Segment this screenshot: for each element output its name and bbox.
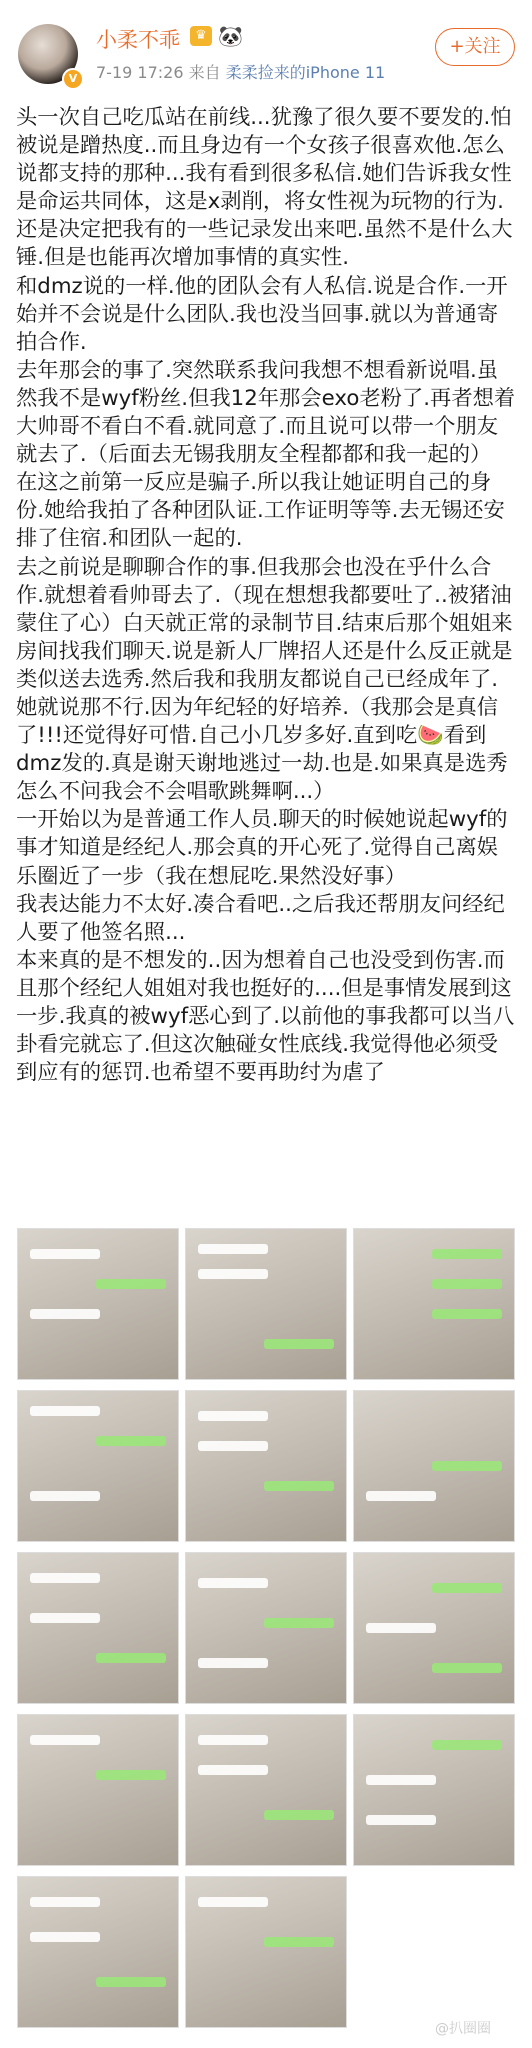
watermark: @扒圈圈 xyxy=(435,2021,491,2037)
post-paragraph: 和dmz说的一样.他的团队会有人私信.说是合作.一开始并不会说是什么团队.我也没当回事.就以为普通寄拍合作. xyxy=(16,273,508,355)
source-prefix: 来自 xyxy=(188,63,221,82)
post-paragraph: 头一次自己吃瓜站在前线...犹豫了很久要不要发的.怕被说是蹭热度..而且身边有一个女孩子很喜欢他.怎么说都支持的那种...我有看到很多私信.她们告诉我女性是命运共同体，这是x剥削，将女性视为玩物的行为. xyxy=(16,105,512,215)
username[interactable]: 小柔不乖 xyxy=(96,28,180,52)
chat-screenshot[interactable] xyxy=(353,1714,515,1866)
chat-screenshot[interactable] xyxy=(17,1228,179,1380)
crown-icon: ♛ xyxy=(190,26,212,46)
chat-screenshot[interactable] xyxy=(185,1714,347,1866)
post-paragraph: 去年那会的事了.突然联系我问我想不想看新说唱.虽然我不是wyf粉丝.但我12年那会exo老粉了.再者想着大帅哥不看白不看.就同意了.而且说可以带一个朋友就去了.（后面去无锡我朋友全程都都和我一起的） xyxy=(16,357,516,468)
verified-badge: V xyxy=(62,68,84,90)
post-meta xyxy=(96,60,385,83)
chat-screenshot[interactable] xyxy=(185,1228,347,1380)
chat-screenshot[interactable] xyxy=(353,1228,515,1380)
post-paragraph: 我表达能力不太好.凑合看吧..之后我还帮朋友问经纪人要了他签名照... xyxy=(16,891,505,945)
chat-screenshot[interactable] xyxy=(353,1390,515,1542)
panda-icon: 🐼 xyxy=(218,24,243,48)
post-paragraph: 本来真的是不想发的..因为想着自己也没受到伤害.而且那个经纪人姐姐对我也挺好的....但是事情发展到这一步.我真的被wyf恶心到了.以前他的事我都可以当八卦看完就忘了.但这次触碰女性底线.我觉得他必须受到应有的惩罚.也希望不要再助纣为虐了 xyxy=(16,947,515,1086)
chat-screenshot[interactable] xyxy=(17,1714,179,1866)
chat-screenshot[interactable] xyxy=(17,1552,179,1704)
post-paragraph: 一开始以为是普通工作人员.聊天的时候她说起wyf的事才知道是经纪人.那会真的开心死了.觉得自己离娱乐圈近了一步（我在想屁吃.果然没好事） xyxy=(16,807,508,889)
source-device[interactable]: 柔柔捡来的iPhone 11 xyxy=(225,63,386,82)
chat-screenshot[interactable] xyxy=(185,1552,347,1704)
post-body xyxy=(16,104,519,1087)
post-paragraph: 还是决定把我有的一些记录发出来吧.虽然不是什么大锤.但是也能再次增加事情的真实性. xyxy=(16,217,513,271)
chat-screenshot[interactable] xyxy=(185,1876,347,2028)
timestamp: 7-19 17:26 xyxy=(96,63,184,82)
chat-screenshot[interactable] xyxy=(17,1876,179,2028)
chat-screenshot[interactable] xyxy=(185,1390,347,1542)
post-paragraph: 在这之前第一反应是骗子.所以我让她证明自己的身份.她给我拍了各种团队证.工作证明等等.去无锡还安排了住宿.和团队一起的. xyxy=(16,470,505,552)
image-grid xyxy=(17,1228,514,2038)
chat-screenshot[interactable] xyxy=(17,1390,179,1542)
post-paragraph: 去之前说是聊聊合作的事.但我那会也没在乎什么合作.就想着看帅哥去了.（现在想想我都要吐了..被猪油蒙住了心）白天就正常的录制节目.结束后那个姐姐来房间找我们聊天.说是新人厂牌招人还是什么反正就是类似送去选秀.然后我和我朋友都说自己已经成年了.她就说那不行.因为年纪轻的好培养.（我那会是真信了!!!还觉得好可惜.自己小几岁多好.直到吃🍉看到dmz发的.真是谢天谢地逃过一劫.也是.如果真是选秀怎么不问我会不会唱歌跳舞啊...） xyxy=(16,554,513,805)
post-header xyxy=(0,0,532,96)
chat-screenshot[interactable] xyxy=(353,1552,515,1704)
follow-button[interactable]: +关注 xyxy=(435,28,515,66)
